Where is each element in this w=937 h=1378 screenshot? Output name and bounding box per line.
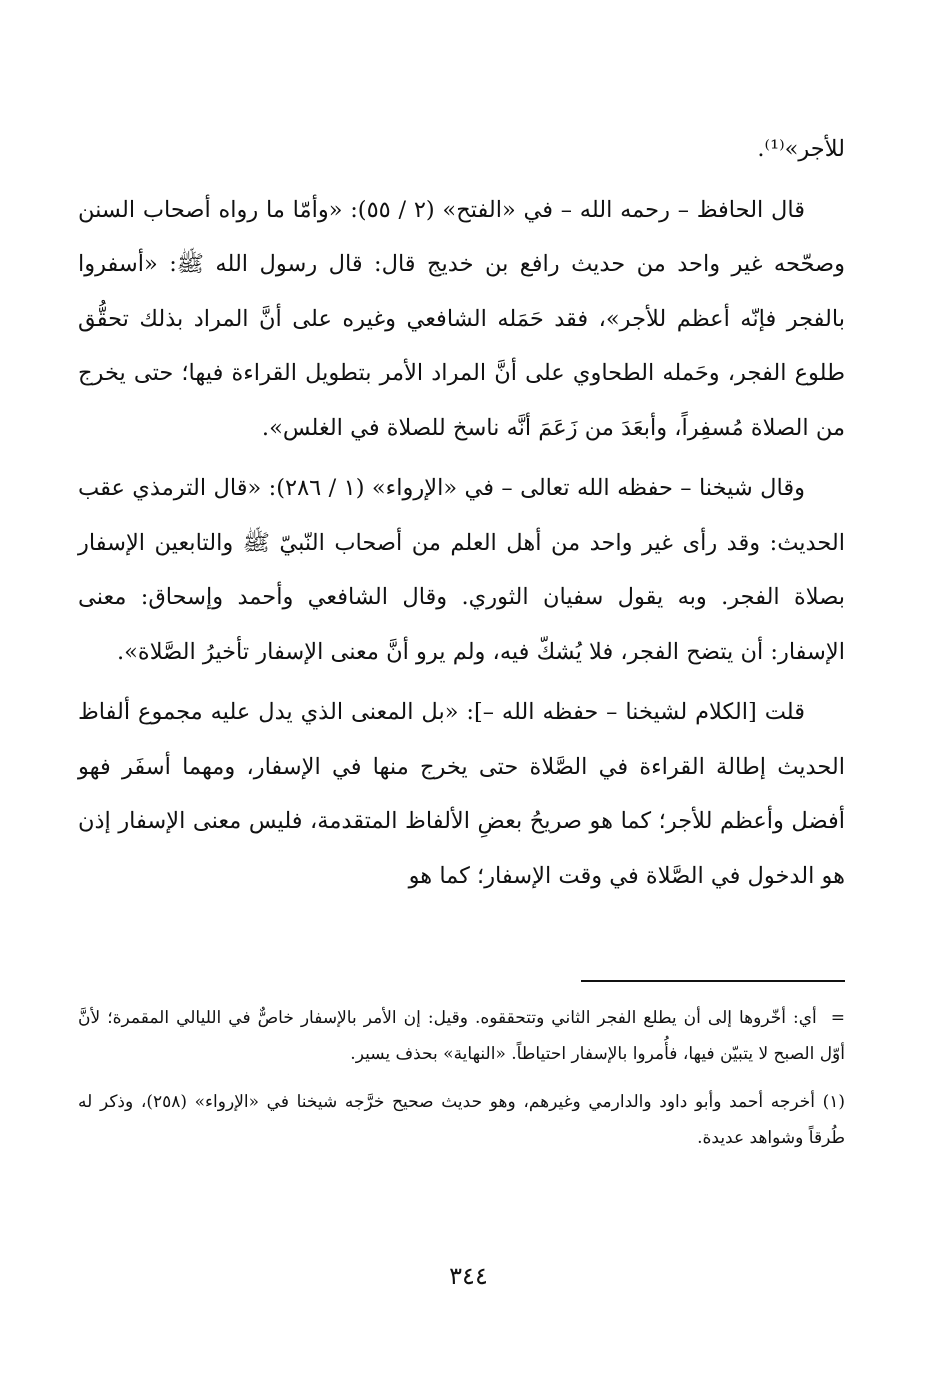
footnote-continuation-text: أي: أخّروها إلى أن يطلع الفجر الثاني وتتحققوه. وقيل: إن الأمر بالإسفار خاصٌّ في الليالي المقمرة؛ لأنَّ أوّل الصبح لا يتبيّن فيها، فأُمروا بالإسفار احتياطاً. «النهاية» بحذف يسير.: [78, 1008, 845, 1064]
footnote-continuation-marker: =: [830, 1008, 845, 1028]
footnotes: [78, 1000, 845, 1156]
paragraph-commentary: قلت [الكلام لشيخنا – حفظه الله –]: «بل المعنى الذي يدل عليه مجموع ألفاظ الحديث إطالة القراءة في الصَّلاة حتى يخرج منها في الإسفار، ومهما أسفَر فهو أفضل وأعظم للأجر؛ كما هو صريحُ بعضِ الألفاظ المتقدمة، فليس معنى الإسفار إذن هو الدخول في الصَّلاة في وقت الإسفار؛ كما هو: [78, 699, 845, 889]
footnote-separator: [581, 980, 845, 982]
main-text: [78, 122, 845, 903]
paragraph-shaykh-irwa: وقال شيخنا – حفظه الله تعالى – في «الإرواء» (١ / ٢٨٦): «قال الترمذي عقب الحديث: وقد رأى غير واحد من أهل العلم من أصحاب النّبيّ ﷺ والتابعين الإسفار بصلاة الفجر. وبه يقول سفيان الثوري. وقال الشافعي وأحمد وإسحاق: معنى الإسفار: أن يتضح الفجر، فلا يُشكّ فيه، ولم يرو أنَّ معنى الإسفار تأخيرُ الصَّلاة».: [78, 475, 845, 665]
page-number: ٣٤٤: [449, 1262, 488, 1290]
footnote-continuation: [78, 1000, 845, 1072]
footnote-1: (١) أخرجه أحمد وأبو داود والدارمي وغيرهم، وهو حديث صحيح خرَّجه شيخنا في «الإرواء» (٢٥٨)، وذكر له طُرقاً وشواهد عديدة.: [78, 1092, 845, 1148]
paragraph-continuation: للأجر»⁽¹⁾.: [757, 136, 845, 162]
paragraph-hafiz-quote: قال الحافظ – رحمه الله – في «الفتح» (٢ / ٥٥): «وأمّا ما رواه أصحاب السنن وصحّحه غير واحد من حديث رافع بن خديج قال: قال رسول الله ﷺ: «أسفروا بالفجر فإنّه أعظم للأجر»، فقد حَمَله الشافعي وغيره على أنَّ المراد بذلك تحقُّق طلوع الفجر، وحَمله الطحاوي على أنَّ المراد الأمر بتطويل القراءة فيها؛ حتى يخرج من الصلاة مُسفِراً، وأبعَدَ من زَعَمَ أنَّه ناسخ للصلاة في الغلس».: [78, 196, 845, 441]
